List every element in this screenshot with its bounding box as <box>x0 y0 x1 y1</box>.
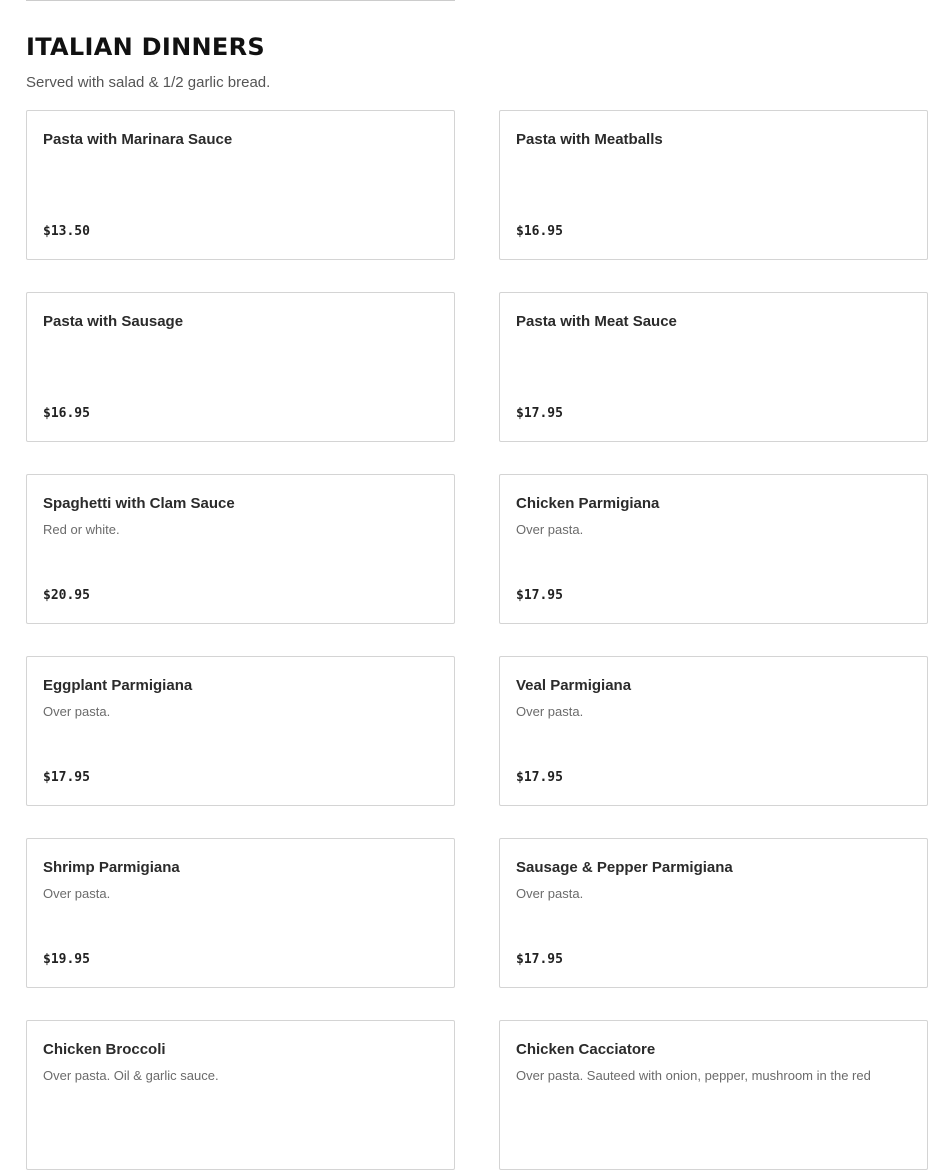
item-name: Pasta with Sausage <box>43 313 184 330</box>
item-price: $20.95 <box>43 588 90 603</box>
item-description: Red or white. <box>43 522 120 537</box>
menu-section <box>26 32 928 1170</box>
menu-item-card[interactable] <box>26 110 455 260</box>
item-name: Eggplant Parmigiana <box>43 677 193 694</box>
item-price: $17.95 <box>516 406 563 421</box>
menu-item-card[interactable] <box>499 1020 928 1170</box>
menu-item-grid <box>26 110 928 1170</box>
item-price: $17.95 <box>516 952 563 967</box>
menu-item-card[interactable] <box>26 474 455 624</box>
item-name: Pasta with Marinara Sauce <box>43 131 233 148</box>
item-name: Sausage & Pepper Parmigiana <box>516 859 733 876</box>
menu-item-card[interactable] <box>499 292 928 442</box>
item-price: $16.95 <box>516 224 563 239</box>
menu-item-card[interactable] <box>26 656 455 806</box>
section-title: ITALIAN DINNERS <box>26 33 265 61</box>
item-description: Over pasta. Sauteed with onion, pepper, mushroom in the red <box>516 1068 871 1083</box>
item-price: $17.95 <box>516 588 563 603</box>
item-name: Pasta with Meat Sauce <box>516 313 677 330</box>
menu-item-card[interactable] <box>26 838 455 988</box>
item-name: Spaghetti with Clam Sauce <box>43 495 235 512</box>
item-description: Over pasta. <box>516 886 584 901</box>
item-name: Veal Parmigiana <box>516 677 632 694</box>
item-description: Over pasta. <box>43 704 111 719</box>
item-name: Chicken Cacciatore <box>516 1041 656 1058</box>
item-name: Shrimp Parmigiana <box>43 859 180 876</box>
item-description: Over pasta. <box>43 886 111 901</box>
item-price: $16.95 <box>43 406 90 421</box>
menu-item-card[interactable] <box>26 1020 455 1170</box>
top-divider <box>26 0 455 1</box>
section-subtitle: Served with salad & 1/2 garlic bread. <box>26 74 271 91</box>
item-name: Chicken Broccoli <box>43 1041 166 1058</box>
item-price: $19.95 <box>43 952 90 967</box>
item-price: $17.95 <box>43 770 90 785</box>
menu-item-card[interactable] <box>499 474 928 624</box>
menu-item-card[interactable] <box>499 838 928 988</box>
menu-item-card[interactable] <box>499 110 928 260</box>
menu-item-card[interactable] <box>499 656 928 806</box>
menu-item-card[interactable] <box>26 292 455 442</box>
item-price: $17.95 <box>516 770 563 785</box>
item-description: Over pasta. <box>516 522 584 537</box>
item-description: Over pasta. <box>516 704 584 719</box>
item-name: Chicken Parmigiana <box>516 495 660 512</box>
item-price: $13.50 <box>43 224 90 239</box>
item-description: Over pasta. Oil & garlic sauce. <box>43 1068 219 1083</box>
item-name: Pasta with Meatballs <box>516 131 663 148</box>
